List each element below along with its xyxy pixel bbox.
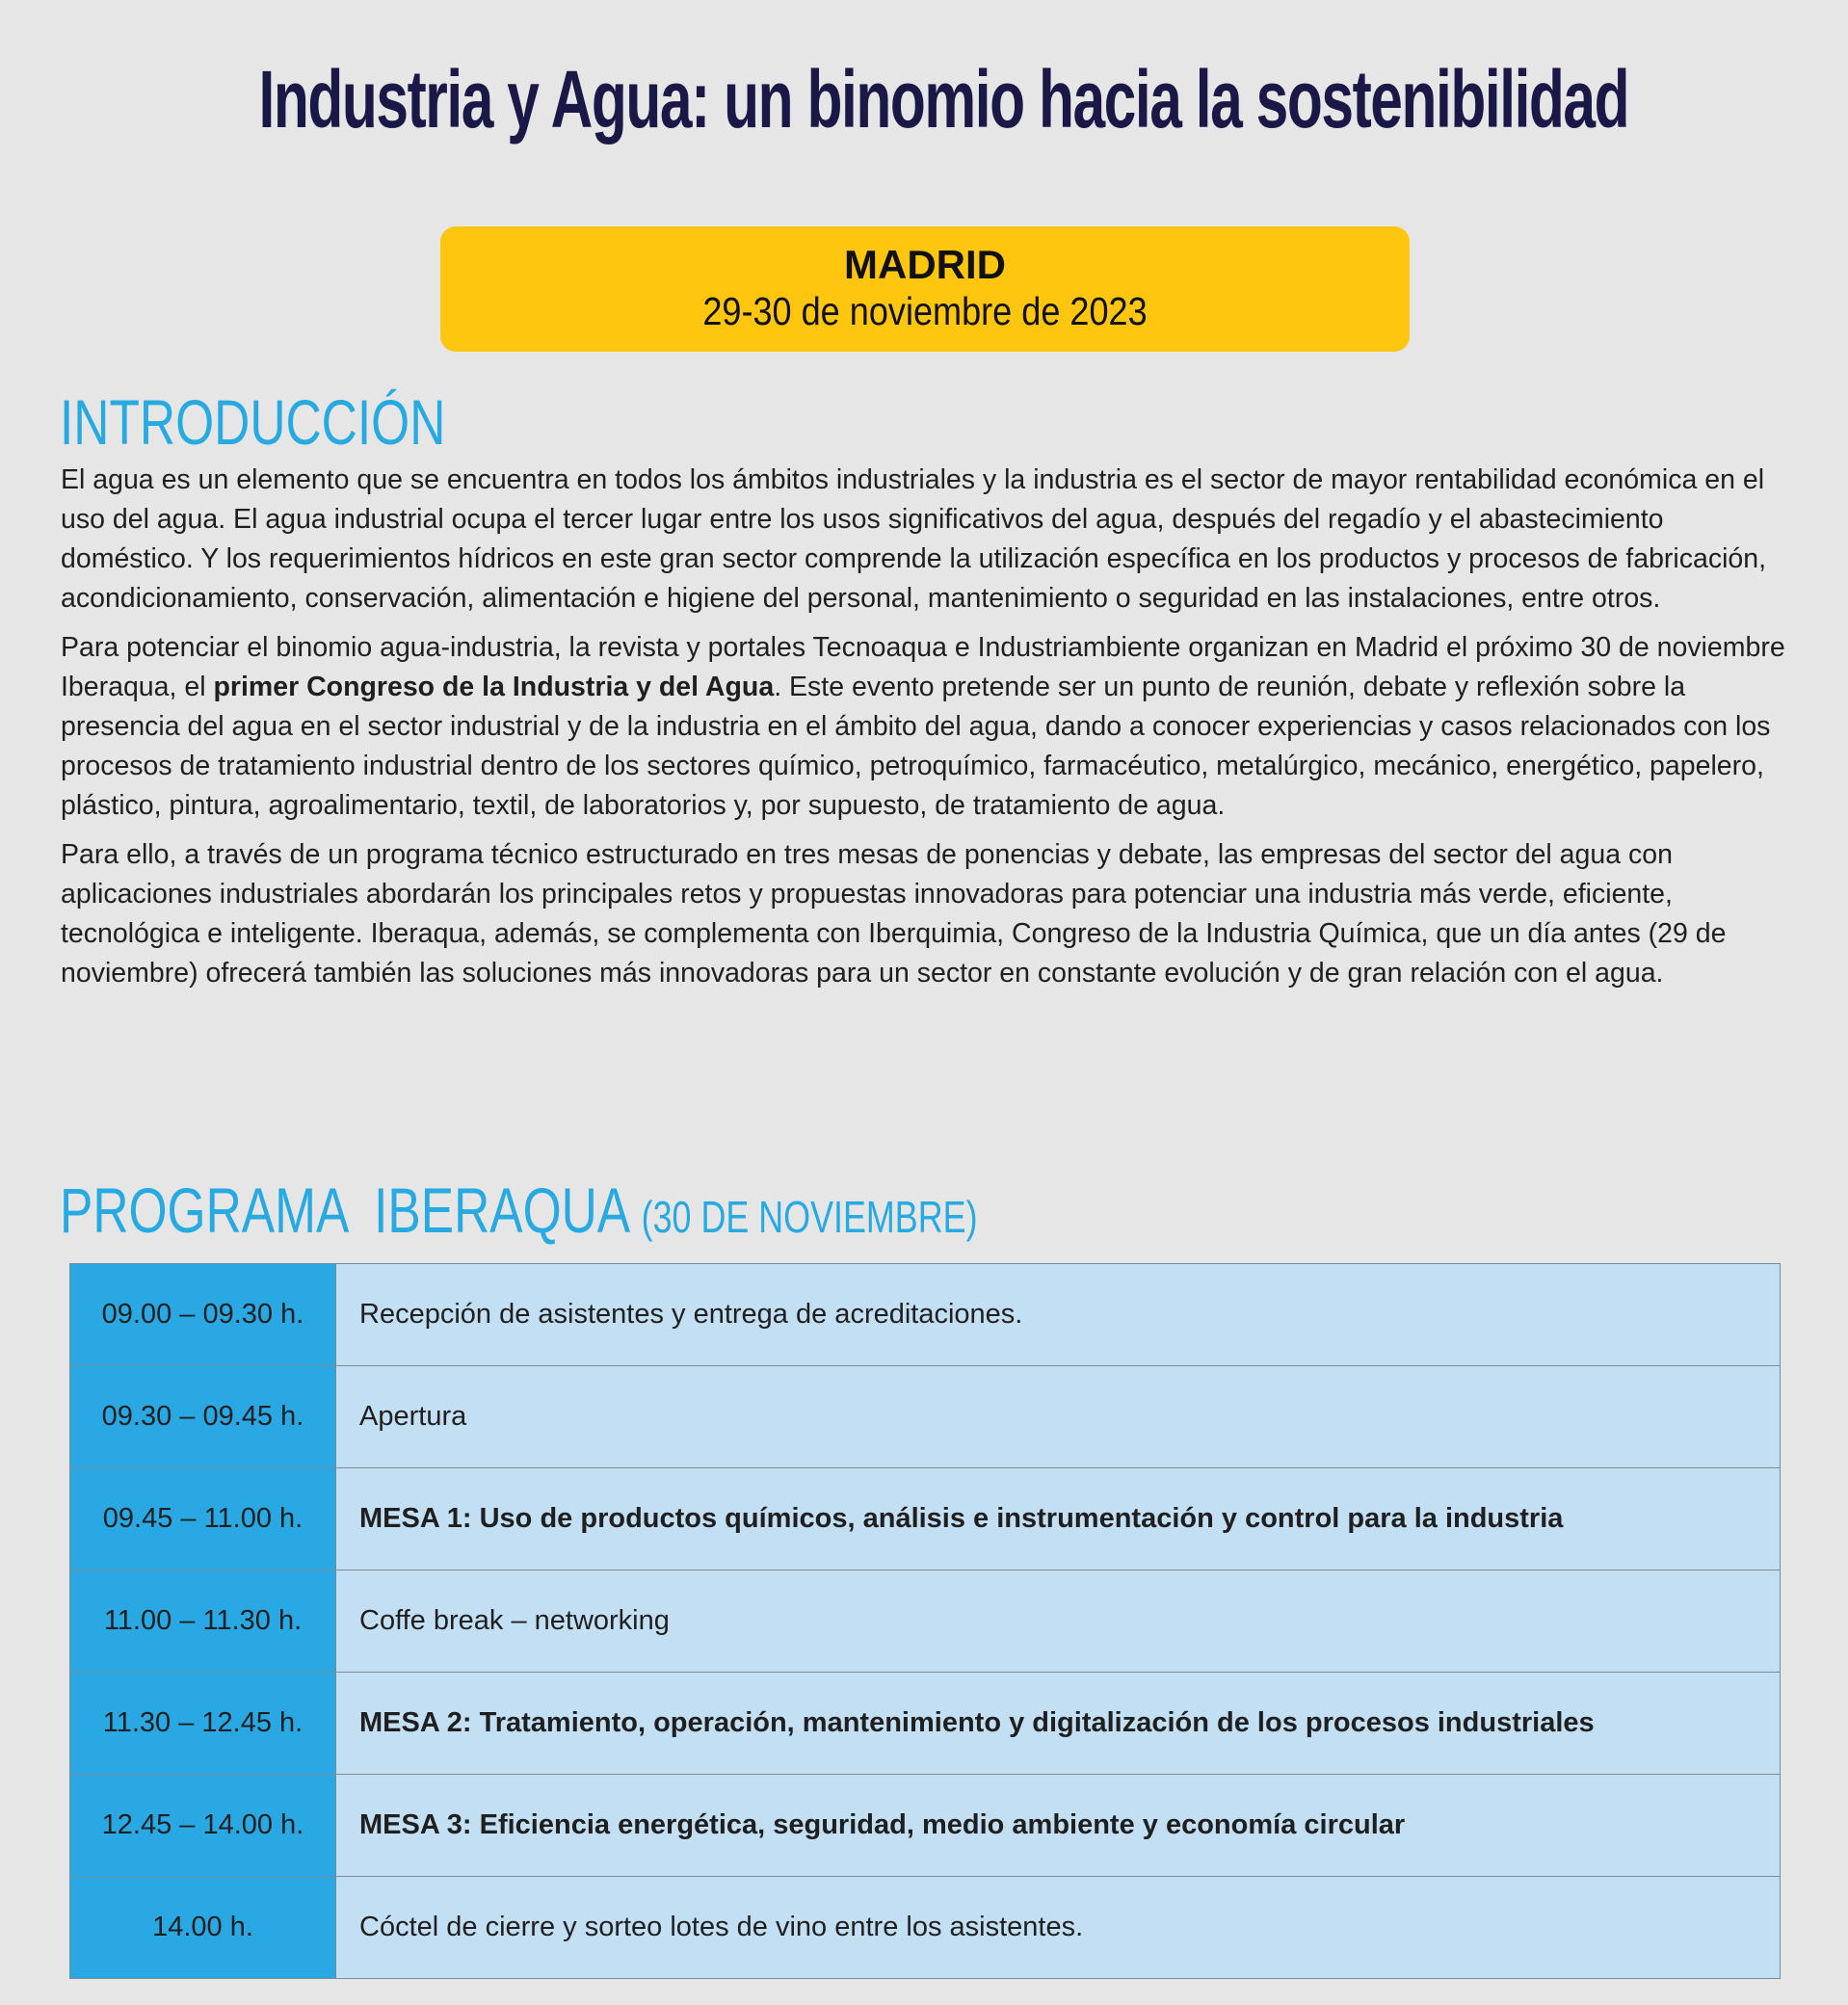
intro-paragraph-3: Para ello, a través de un programa técnico estructurado en tres mesas de ponencias y debate, las empresas del sector del agua con aplicaciones industriales abordarán los principales retos y propuestas innovadoras para potenciar una industria más verde, eficiente, tecnológica e inteligente. Iberaqua, además, se complementa con Iberquimia, Congreso de la Industria Química, que un día antes (29 de noviembre) ofrecerá también las soluciones más innovadoras para un sector en constante evolución y de gran relación con el agua.: [61, 839, 1727, 989]
schedule-activity: Recepción de asistentes y entrega de acreditaciones.: [336, 1264, 1781, 1366]
event-date-box: [440, 226, 1410, 352]
intro-heading: INTRODUCCIÓN: [60, 386, 446, 458]
schedule-activity: MESA 2: Tratamiento, operación, mantenimiento y digitalización de los procesos industriales: [336, 1673, 1781, 1775]
schedule-activity: Coffe break – networking: [336, 1570, 1781, 1673]
table-row: [70, 1366, 1781, 1468]
program-heading-main: PROGRAMA IBERAQUA: [60, 1174, 628, 1246]
intro-paragraph-1: El agua es un elemento que se encuentra en todos los ámbitos industriales y la industria es el sector de mayor rentabilidad económica en el uso del agua. El agua industrial ocupa el tercer lugar entre los usos significativos del agua, después del regadío y el abastecimiento doméstico. Y los requerimientos hídricos en este gran sector comprende la utilización específica en los productos y procesos de fabricación, acondicionamiento, conservación, alimentación e higiene del personal, mantenimiento o seguridad en las instalaciones, entre otros.: [61, 464, 1767, 614]
schedule-time: 11.30 – 12.45 h.: [70, 1673, 336, 1775]
schedule-time: 09.45 – 11.00 h.: [70, 1468, 336, 1570]
schedule-activity: Cóctel de cierre y sorteo lotes de vino entre los asistentes.: [336, 1877, 1781, 1979]
table-row: [70, 1468, 1781, 1570]
table-row: [70, 1570, 1781, 1673]
table-row: [70, 1673, 1781, 1775]
schedule-activity: MESA 3: Eficiencia energética, seguridad, medio ambiente y economía circular: [336, 1775, 1781, 1877]
intro-paragraph-2-start: Para potenciar el binomio agua-industria, la revista y portales Tecnoaqua e Industriambiente organizan en Madrid el próximo 30 de noviembre Iberaqua, el: [61, 632, 1785, 702]
intro-paragraph-2: [61, 628, 1785, 826]
table-row: [70, 1877, 1781, 1979]
program-heading: [60, 1174, 978, 1253]
schedule-activity: Apertura: [336, 1366, 1781, 1468]
program-heading-date: (30 DE NOVIEMBRE): [641, 1192, 978, 1242]
schedule-time: 11.00 – 11.30 h.: [70, 1570, 336, 1673]
intro-paragraph-2-end: . Este evento pretende ser un punto de reunión, debate y reflexión sobre la presencia del agua en el sector industrial y de la industria en el ámbito del agua, dando a conocer experiencias y casos relacionados con los procesos de tratamiento industrial dentro de los sectores químico, petroquímico, farmacéutico, metalúrgico, mecánico, energético, papelero, plástico, pintura, agroalimentario, textil, de laboratorios y, por supuesto, de tratamiento de agua.: [61, 672, 1771, 821]
page-title: Industria y Agua: un binomio hacia la sostenibilidad: [258, 54, 1629, 145]
event-dates: 29-30 de noviembre de 2023: [702, 289, 1148, 333]
schedule-time: 09.30 – 09.45 h.: [70, 1366, 336, 1468]
event-city: MADRID: [844, 242, 1006, 287]
table-row: [70, 1264, 1781, 1366]
congress-name: primer Congreso de la Industria y del Agua: [213, 672, 775, 702]
program-schedule-table: [69, 1263, 1781, 1979]
intro-body: [61, 461, 1785, 1003]
schedule-time: 09.00 – 09.30 h.: [70, 1264, 336, 1366]
schedule-time: 12.45 – 14.00 h.: [70, 1775, 336, 1877]
schedule-time: 14.00 h.: [70, 1877, 336, 1979]
table-row: [70, 1775, 1781, 1877]
schedule-activity: MESA 1: Uso de productos químicos, análisis e instrumentación y control para la industria: [336, 1468, 1781, 1570]
